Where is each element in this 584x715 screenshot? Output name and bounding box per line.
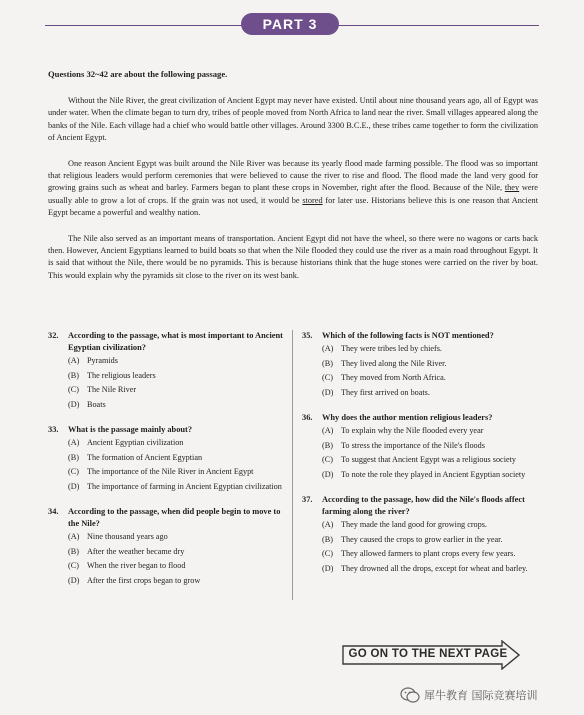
option-a[interactable] <box>48 354 284 369</box>
option-c[interactable] <box>48 465 284 480</box>
questions-right-column <box>293 330 538 600</box>
question-number: 34. <box>48 507 59 516</box>
option-letter: (C) <box>68 385 79 394</box>
option-letter: (A) <box>68 356 80 365</box>
option-text: The formation of Ancient Egyptian <box>87 452 203 462</box>
option-text: The importance of farming in Ancient Egyptian civilization <box>87 481 282 491</box>
option-letter: (A) <box>322 426 334 435</box>
option-text: Nine thousand years ago <box>87 532 168 541</box>
option-d[interactable] <box>302 386 538 401</box>
option-b[interactable] <box>302 533 538 548</box>
option-letter: (A) <box>322 520 334 529</box>
option-text: Boats <box>87 399 106 409</box>
paragraph-2-part-c: for later use. Historians believe this is one reason that Ancient Egypt became a powerful and wealthy nation. <box>48 195 538 218</box>
option-d[interactable] <box>302 562 538 577</box>
question-number: 35. <box>302 331 313 340</box>
option-letter: (A) <box>322 344 334 353</box>
option-text: The Nile River <box>87 385 137 394</box>
option-b[interactable] <box>302 357 538 372</box>
go-on-label: GO ON TO THE NEXT PAGE <box>348 648 508 660</box>
option-text: They drowned all the drops, except for wheat and barley. <box>341 563 528 573</box>
option-b[interactable] <box>48 369 284 384</box>
question-37 <box>302 494 538 576</box>
option-letter: (C) <box>68 467 79 476</box>
option-text: To note the role they played in Ancient Egyptian society <box>341 469 526 479</box>
option-letter: (A) <box>68 532 80 541</box>
question-35 <box>302 330 538 400</box>
option-letter: (C) <box>322 549 333 558</box>
option-text: Ancient Egyptian civilization <box>87 438 184 447</box>
paragraph-2 <box>48 158 538 220</box>
question-34 <box>48 506 284 588</box>
option-letter: (D) <box>68 575 80 585</box>
option-text: After the weather became dry <box>87 546 185 556</box>
option-text: To suggest that Ancient Egypt was a religious society <box>341 455 516 464</box>
paragraph-2-part-a: One reason Ancient Egypt was built around the Nile River was because its yearly flood made farming possible. The flood was so important that religious leaders would perform ceremonies that were believed to cause the river to rise and flood. The flood made the land very good for growing grains such as wheat and barley. Farmers began to plant these crops in November, right after the flood. Because of the Nile, <box>48 158 538 193</box>
passage-heading: Questions 32~42 are about the following passage. <box>48 69 228 79</box>
option-letter: (C) <box>68 561 79 570</box>
option-d[interactable] <box>302 468 538 483</box>
option-a[interactable] <box>302 518 538 533</box>
option-c[interactable] <box>48 559 284 574</box>
passage <box>48 68 538 295</box>
option-letter: (B) <box>68 546 79 556</box>
option-text: When the river began to flood <box>87 561 186 570</box>
option-text: After the first crops began to grow <box>87 575 201 585</box>
questions-left-column <box>48 330 293 600</box>
question-number: 37. <box>302 495 313 504</box>
option-letter: (D) <box>68 481 80 491</box>
paragraph-2-part-b: were usually able to grow a lot of crops. If the grain was not used, it would be <box>48 183 538 205</box>
option-text: They made the land good for growing crops. <box>341 520 487 529</box>
option-text: To explain why the Nile flooded every year <box>341 426 484 435</box>
option-letter: (B) <box>68 370 79 380</box>
option-letter: (D) <box>68 399 80 409</box>
watermark-text: 犀牛教育 国际竞赛培训 <box>424 689 538 702</box>
option-a[interactable] <box>302 342 538 357</box>
option-text: They were tribes led by chiefs. <box>341 344 442 353</box>
option-c[interactable] <box>302 453 538 468</box>
question-33 <box>48 424 284 494</box>
underlined-word-they: they <box>504 183 520 193</box>
option-text: To stress the importance of the Nile's floods <box>341 440 485 450</box>
option-text: They allowed farmers to plant crops every few years. <box>341 549 516 558</box>
watermark <box>400 684 538 706</box>
question-text: According to the passage, how did the Nile's floods affect farming along the river? <box>322 495 525 516</box>
option-letter: (D) <box>322 469 334 479</box>
option-letter: (C) <box>322 455 333 464</box>
option-letter: (B) <box>322 358 333 368</box>
question-text: According to the passage, when did people begin to move to the Nile? <box>68 507 281 528</box>
underlined-word-stored: stored <box>302 195 323 205</box>
question-number: 33. <box>48 425 59 434</box>
option-b[interactable] <box>302 439 538 454</box>
option-text: The religious leaders <box>87 370 156 380</box>
option-d[interactable] <box>48 398 284 413</box>
option-a[interactable] <box>48 436 284 451</box>
question-text: Why does the author mention religious leaders? <box>322 413 493 422</box>
option-text: They lived along the Nile River. <box>341 358 447 368</box>
option-letter: (D) <box>322 563 334 573</box>
option-letter: (B) <box>322 534 333 544</box>
question-text: What is the passage mainly about? <box>68 425 193 434</box>
questions-area <box>48 330 538 600</box>
option-letter: (D) <box>322 387 334 397</box>
question-text: According to the passage, what is most important to Ancient Egyptian civilization? <box>68 331 283 352</box>
option-a[interactable] <box>48 530 284 545</box>
question-number: 36. <box>302 413 313 422</box>
option-letter: (A) <box>68 438 80 447</box>
option-c[interactable] <box>302 547 538 562</box>
question-number: 32. <box>48 331 59 340</box>
option-text: Pyramids <box>87 356 118 365</box>
question-text: Which of the following facts is NOT mentioned? <box>322 331 494 340</box>
option-letter: (B) <box>322 440 333 450</box>
paragraph-3: The Nile also served as an important means of transportation. Ancient Egypt did not have the wheel, so there were no wagons or carts back then. However, Ancient Egyptians learned to build boats so that when the Nile flooded they could use the river as a main road throughout Egypt. It is said that without the Nile, there would be no pyramids. This is because historians think that the huge stones were carried on the river by boat. This would explain why the pyramids sit close to the river on its west bank. <box>48 233 538 280</box>
option-letter: (B) <box>68 452 79 462</box>
option-letter: (C) <box>322 373 333 382</box>
paragraph-1: Without the Nile River, the great civilization of Ancient Egypt may never have existed. Until about nine thousand years ago, all of Egypt was under water. When the climate began to turn dry, tribes of people moved from North Africa to land near the river. Small villages appeared along the banks of the Nile. Each village had a chief who would battle other villages. Around 3300 B.C.E., these tribes came together to form the civilization of Ancient Egypt. <box>48 96 538 143</box>
option-b[interactable] <box>48 545 284 560</box>
question-36 <box>302 412 538 482</box>
option-d[interactable] <box>48 480 284 495</box>
option-text: They caused the crops to grow earlier in the year. <box>341 534 503 544</box>
option-c[interactable] <box>48 383 284 398</box>
part-badge: PART 3 <box>241 13 339 35</box>
option-c[interactable] <box>302 371 538 386</box>
wechat-icon <box>400 686 420 704</box>
option-text: They moved from North Africa. <box>341 373 446 382</box>
option-d[interactable] <box>48 574 284 589</box>
option-text: They first arrived on boats. <box>341 387 430 397</box>
question-32 <box>48 330 284 412</box>
option-b[interactable] <box>48 451 284 466</box>
option-a[interactable] <box>302 424 538 439</box>
option-text: The importance of the Nile River in Ancient Egypt <box>87 467 254 476</box>
go-on-next-page-banner[interactable] <box>342 640 520 670</box>
